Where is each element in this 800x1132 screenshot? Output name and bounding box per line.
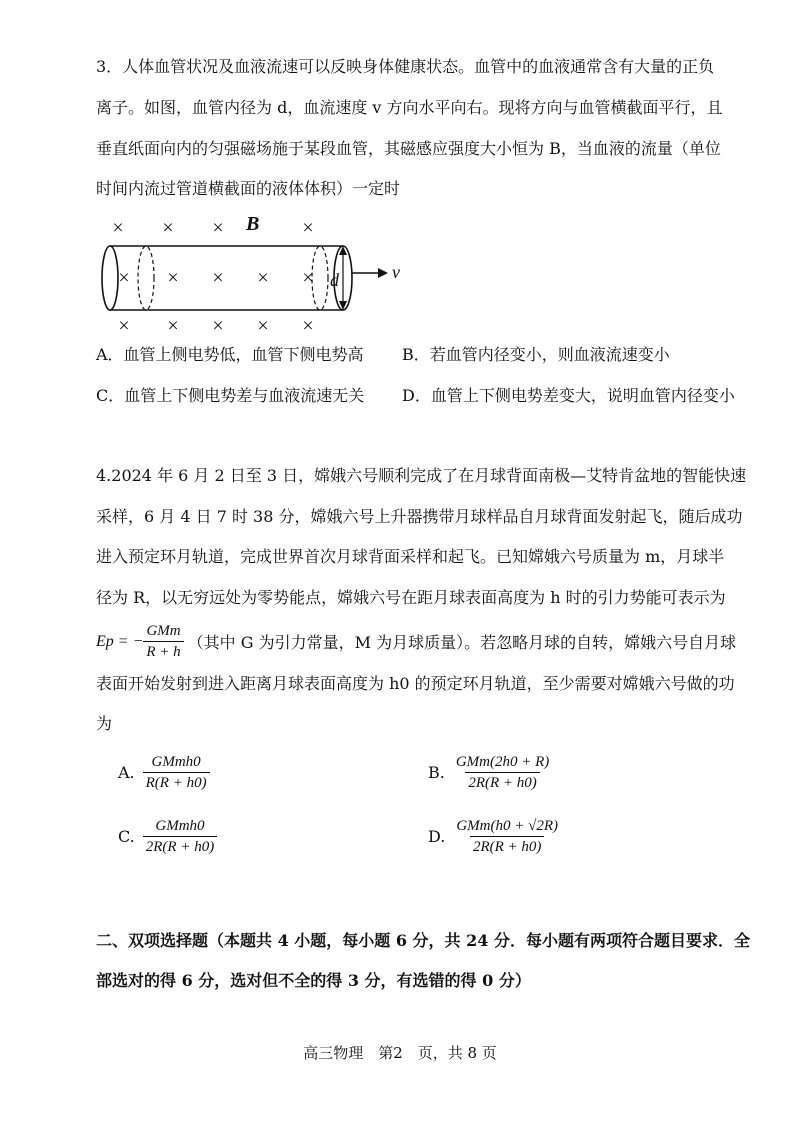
option-label: C. <box>118 826 135 846</box>
q3-line4: 时间内流过管道横截面的液体体积）一定时 <box>96 179 401 198</box>
option-numerator: GMm(h0 + √2R) <box>456 818 559 834</box>
section2-heading-line1: 二、双项选择题（本题共 4 小题，每小题 6 分，共 24 分．每小题有两项符合题目要求．全 <box>96 931 750 950</box>
option-label: D. <box>428 826 446 846</box>
q4-line1: 4.2024 年 6 月 2 日至 3 日，嫦娥六号顺利完成了在月球背面南极—艾特肯盆地的智能快速 <box>96 466 747 485</box>
q3-option-c: C．血管上下侧电势差与血液流速无关 <box>96 386 365 405</box>
field-cross: × <box>118 267 130 289</box>
label-B: B <box>246 213 260 235</box>
option-denominator: 2R(R + h0) <box>470 836 544 857</box>
ep-note: （其中 G 为引力常量，M 为月球质量）。若忽略月球的自转，嫦娥六号自月球 <box>187 633 737 652</box>
field-cross: × <box>257 315 269 333</box>
q4-line4: 径为 R，以无穷远处为零势能点，嫦娥六号在距月球表面高度为 h 时的引力势能可表示为 <box>96 588 726 607</box>
q4-ep-formula-line <box>96 621 736 662</box>
option-numerator: GMmh0 <box>155 818 205 834</box>
ep-denominator: R + h <box>143 641 183 662</box>
option-denominator: 2R(R + h0) <box>465 772 539 793</box>
q4-line7: 为 <box>96 714 113 733</box>
section2-heading-line2: 部选对的得 6 分，选对但不全的得 3 分，有选错的得 0 分） <box>96 971 531 990</box>
option-label: B. <box>428 762 445 782</box>
q4-option-a <box>118 752 210 793</box>
ep-numerator: GMm <box>146 623 181 639</box>
q3-line1: 3．人体血管状况及血液流速可以反映身体健康状态。血管中的血液通常含有大量的正负 <box>96 57 715 76</box>
option-denominator: 2R(R + h0) <box>143 836 217 857</box>
q3-option-b: B．若血管内径变小，则血液流速变小 <box>402 345 670 364</box>
field-cross: × <box>112 217 124 239</box>
field-cross: × <box>167 315 179 333</box>
q4-line3: 进入预定环月轨道，完成世界首次月球背面采样和起飞。已知嫦娥六号质量为 m，月球半 <box>96 547 725 566</box>
field-cross: × <box>212 315 224 333</box>
label-v: v <box>392 262 400 282</box>
field-cross: × <box>118 315 130 333</box>
label-d: d <box>330 270 339 290</box>
blood-vessel-figure <box>98 208 418 333</box>
option-denominator: R(R + h0) <box>143 772 210 793</box>
field-cross: × <box>162 217 174 239</box>
q3-line2: 离子。如图，血管内径为 d，血流速度 v 方向水平向右。现将方向与血管横截面平行，且 <box>96 98 723 117</box>
q4-option-c <box>118 816 217 857</box>
ep-fraction <box>143 621 183 662</box>
option-numerator: GMm(2h0 + R) <box>455 754 550 770</box>
q3-line3: 垂直纸面向内的匀强磁场施于某段血管，其磁感应强度大小恒为 B，当血液的流量（单位 <box>96 139 721 158</box>
page-footer: 高三物理 第2 页，共 8 页 <box>303 1044 497 1062</box>
q3-option-a: A．血管上侧电势低，血管下侧电势高 <box>96 345 364 364</box>
field-cross: × <box>212 217 224 239</box>
ep-lhs: Ep = − <box>96 632 144 650</box>
field-cross: × <box>302 267 314 289</box>
field-cross: × <box>212 267 224 289</box>
option-label: A. <box>118 762 135 782</box>
q4-option-d <box>428 816 561 857</box>
q4-line6: 表面开始发射到进入距离月球表面高度为 h0 的预定环月轨道，至少需要对嫦娥六号做的功 <box>96 674 735 693</box>
field-cross: × <box>167 267 179 289</box>
field-cross: × <box>302 315 314 333</box>
q4-line2: 采样，6 月 4 日 7 时 38 分，嫦娥六号上升器携带月球样品自月球背面发射起飞，随后成功 <box>96 507 743 526</box>
option-numerator: GMmh0 <box>151 754 201 770</box>
q4-option-b <box>428 752 552 793</box>
q3-option-d: D．血管上下侧电势差变大，说明血管内径变小 <box>402 386 735 405</box>
field-cross: × <box>257 267 269 289</box>
field-cross: × <box>302 217 314 239</box>
